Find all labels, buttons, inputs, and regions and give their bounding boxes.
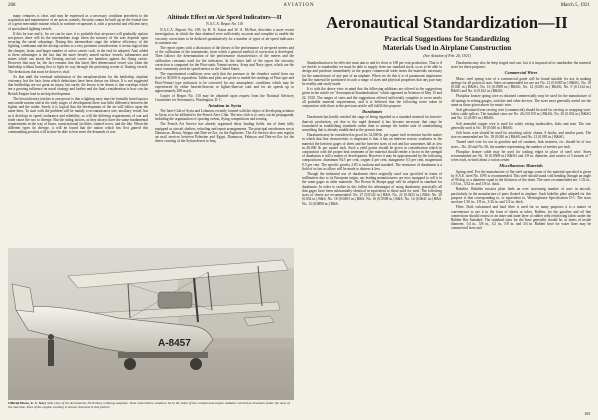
section-heading-duralumin: Duralumin: [362, 108, 382, 114]
body-paragraph: Soft brass wire should be used for attaching safety chains, S hooks, and similar parts. The size recommended are No. 18 (0.040 in.) B&SG and No. 12 (0.081 in.) B&SG.: [451, 131, 591, 140]
body-paragraph: The Inter-Club of Syria and Lebanon, recently formed with the object of developing aviation in Syria, is to be affiliated to the French Aero Club. The new club is to carry out air propaganda, including the organization of sporting events, flying competitions and touring.: [155, 108, 294, 122]
body-paragraph: Phosphor bronze spring wire as obtained commercially may be used for the manufacture of all springs in setting gauges, switches and other devices. The sizes most generally useful are the same as those given above for music wire.: [451, 94, 591, 107]
body-paragraph: It is with the above view in mind that the following additions are offered to the suggestions given in the article on "Aeronautical Standardization" which appeared in Aviation of May 15 and 22, 1920. The ranges of sizes and the suggestions offered sufficiently complete to cover nearly all probable material requirements, and it is believed that the following notes taken in conjunction with those in the previous article will fulfill this purpose.: [302, 87, 442, 109]
photo-caption: [8, 401, 294, 409]
left-column-2: [155, 14, 294, 246]
page-footer: [8, 412, 590, 418]
body-paragraph: The French Air Service has already organized thirty landing fields, ten of them fully equipped as aircraft shelters, refueling and repair arrangements. The principal aerodromes are at Damascus, Beirut, Aleppo and Deir-ez-Zor, on the Euphrates. The Air Service also runs regular air mail services between Palestine and Egypt, Damascus, Palmyra and Deir-ez-Zor for the direct crossing of the Syrian desert to Iraq.: [155, 122, 294, 144]
body-paragraph: Phosphor bronze cable may be used for trailing edges in place of steel wire. Sizes recommended are No. 16 (0.0508 in.) B&SG and 1/8 in. diameter, and consist of 3 strands of 7 wires each, twisted about a cotton center.: [451, 149, 591, 163]
article-title-altitude: Altitude Effect on Air Speed Indicators—II: [167, 14, 282, 21]
subtitle-line: Materials Used in Airplane Construction: [382, 42, 512, 52]
body-paragraph: Music steel spring wire of a commercial grade will be found suitable for use in making springs for all practical uses. Sizes recommended for use are No. 21 (0.0285 in.) B&SG, No. 18 (0.040 in.) B&SG, No. 16 (0.0508 in.) B&SG, No. 12 (0.081 in.) B&SG, No. 9 (0.1144 in.) B&SG and No. 6 (0.162 in.) B&SG.: [451, 76, 591, 94]
body-paragraph: Duralumin may be considered as good for 32,000 lb. per square inch in tension but the matter in which that fine characteristic is important is that it has an inherent serious weakness in the material the heaviest gages of sheet and the heaviest sizes of rod and bar sometimes fall as low as 40,000 lb. per square inch. Such a yield points should be given in consideration which in conjunction with the proper heat treatment of the material should render a factor in the strength of duralumin is still a matter of development. However it may be approximated by the following compositions: aluminum 94.5 per cent, copper 4 per cent, manganese 0.5 per cent, magnesium 0.5 per cent. The specific gravity 2.85 is uniform and standard. The resistance of duralumin is a field of as fast as alloys will be made to distress it less.: [302, 133, 442, 171]
body-paragraph: Soft galvanized iron serving wire (commercial) should be used for serving or wrapping wire-fabric cable splices. The standard sizes are No. 26 (0.0159 in.) B&SG, No. 20 (0.032 in.) B&SG and No. 12 (0.081 in.) B&SG.: [451, 108, 591, 121]
body-paragraph: The experimental conditions were such that the pressure in the chamber varied from sea level to 30,000 ft. equivalent. Tables and plots are given to enable the readings of Pitot type and Pitot-Venturi type indicators to be corrected for any atmospheric conditions which may be experienced by either heavier-than-air or lighter-than-air craft and for air speeds up to approximately 200 m.p.h.: [155, 72, 294, 94]
body-paragraph: Spring steel. For the manufacture of flat steel springs some of the material specified is given by S.A.E. steel No. 1095 is recommended. This steel should stand cold bending through an angle of 90 deg. to a diameter equal to the thickness of the sheet. The sizes recommended are: 1/32 in., 1/16 in., 3/32 in. and 1/8 in. thick.: [451, 169, 591, 187]
seaplane-illustration: [8, 248, 294, 400]
right-column-2: [451, 61, 591, 411]
page-number-right: 269: [584, 412, 590, 416]
subtitle-line: Practical Suggestions for Standardizing: [384, 34, 510, 43]
right-column-1: [302, 61, 442, 411]
magazine-name: AVIATION: [283, 3, 315, 8]
body-paragraph: Though the industrial use of duralumin sheet originally used was specified in terms of millimeters due to its European origin, our leading manufacturers are now equipped to roll it in the same gages as other materials. The Brown & Sharpe gage will be adopted as standard for duralumin. In order to realize in this fullest the advantages of using duralumin, practically all thin gages have been substantially identical in equivalent to those used for steel. The following sizes of sheets are recommended: No. 27 (0.0142 in.) B&S, No. 22 (0.0253 in.) B&S, No. 20 (0.032 in.) B&S, No. 18 (0.0403 in.) B&S, No. 16 (0.0508 in.) B&S, No. 14 (0.0641 in.) B&S, No. 12 (0.0808 in.) B&S.: [302, 172, 442, 206]
body-paragraph: As that until the eventual substitution of the aeroplane-plane for the battleship, airplane visionary, but the facts from which deductions have been drawn are blown. It is not suggested that battleships are too great an injury, but surely the lesson to be drawn is that warships which are a growing influence on naval strategy and further and the final consideration is how can the British Empire lead in airship development.: [8, 74, 148, 96]
aircraft-registration: A-8457: [158, 338, 191, 349]
article-source: N.A.C.A. Report No. 110: [206, 22, 243, 26]
issue-date: March 5, 1921: [560, 3, 590, 8]
body-paragraph: Fibre. Both vulcanized and hard fibre is used for so many purposes it is a matter of convenience to use it in the form of sheets or tubes. Rubber, for the gasoline and oil line connections should consist of an inner and outer layer of rubber with reinforcing fabric under the Rubber Bar Standard. The standard sizes for the hose generally should be, in terms of inside diameter, 1/4 in., 3/8 in., 1/2 in., 5/8 in. and 3/4 in. Rubber hose for water lines may be commercial hose and: [451, 205, 591, 231]
body-paragraph: N.A.C.A. Reports No. 109, by H. N. Eaton and W. A. McNair, describes a more recent investigation, in which the data obtained were sufficiently accurate and complete to enable the viscosity corrections to be deduced quantitatively for a number of types of air-speed indicators in common use.: [155, 28, 294, 45]
left-column-1: [8, 14, 148, 246]
body-paragraph: Standardization to be effective must aim to and let close to 100 per cent production. That is if we decide to standardize we must be able to supply from our standard stock, so as to be able to design and purchase immediately in the proper commercial trade terms the materials necessary for the manufacture of any part of an airplane. When we do this it is of paramount importance that the material be purchased in such a range of sizes and physical properties that any part may be readily and easily made.: [302, 61, 442, 87]
body-paragraph: Soft annealed copper wire is used for safety wiring turnbuckles, bolts and nuts. The size generally used is No. 18 (0.040 in.) B&SG.: [451, 121, 591, 130]
article-reference: (See Aviation of Feb. 26, 1921): [423, 54, 471, 58]
main-article-title: Aeronautical Standardization—II: [326, 13, 568, 32]
main-article-subtitle: [302, 35, 592, 52]
body-paragraph: many centuries is clear, and may be expressed as a necessary condition precedent to the acquisition and maintenance of air power, namely, Security cannot be built up on the frontal face of a great mercantile marine which in wartime recuperates it, with a powerful and efficient navy of specialized fighting vessels.: [8, 14, 148, 31]
photo-credit: Official Photo, U. S. Navy: [8, 401, 47, 405]
body-paragraph: Duralumin has hardly reached the stage of being regarded as a standard material for heavier-than-air production, yet due to the rapid demand it has become necessary that steps be formulated in establishing standards rather than to attempt the further task of standardizing something that is already established at the present time.: [302, 115, 442, 133]
section-heading-misc: Miscellaneous Materials: [499, 162, 543, 168]
body-paragraph: Duralumin may also be deep forged and cast, but it is impractical to standardize the material sizes for these purposes.: [451, 61, 591, 70]
caption-text: Side view of the Aeromarine 39-B Navy training seaplane. Note observation windows let in the sides of the cockpit and engine radiator carried on brackets under the nose of the machine. Part of the engine cowling is shown removed in this picture: [8, 401, 290, 410]
body-paragraph: The lesson history teaches is one-power is that a fighting navy must be formally based upon a mercantile marine and in the early stages of development there was little difference between the fighter and the trader. Surely it is logical that the development of the air will follow upon the same lines. To start with the problem will be mainly a reconnaissance one; auxiliary vessel, but as it develops in speed, endurance and reliability, so will the differing requirements of war and trade cause the two to diverge. But the ruling factors, as they always have the same fundamental requirements in the way of bases, constructional facilities, trained crews, and the like. When the different types do diverge, it will be found that the nation which has first gained this commanding position will in time be able to best meet the demands of war.: [8, 96, 148, 135]
body-paragraph: Bakelite. Bakelite micarta plate finds an ever increasing number of uses in aircraft, particularly in the manufacture of parts floated in airplane. Such bakelite plate adapted for this purpose is that corresponding to, or equivalent to, Westinghouse Specification D-1. The sizes used are 1/16 in., 1/8 in., 3/16 in. and 1/4 in. thick.: [451, 187, 591, 205]
article-title-syria: Aviation in Syria: [207, 102, 242, 108]
body-paragraph: Copies of Report No. 110 may be obtained upon request from the National Advisory Committee for Aeronautics, Washington, D. C.: [155, 94, 294, 103]
running-header: [8, 3, 590, 12]
page-number-left: 268: [8, 3, 16, 8]
body-paragraph: The report opens with a discussion of the theory of the performance of air-speed meters and of the calibration of the instruments, from which a general method of correction is developed. Then follows the determination of the performance characteristics of the meters and the calibration constants used for the indicators. In the latter half of the report the viscosity correction is computed for the Pitot-static Venturi meters, Army and Navy types, which are the most commonly used air-speed meters in the United States.: [155, 46, 294, 72]
body-paragraph: If this be true and it, for we can be sure, it is probable that air-power will gradually replace sea-power, there will be the intermediate stage when the mastery of the seas depends upon securing the aerial advantage. During this intermediate stage the relative efficiency of the fighting, combatant and the airship carriers is a very pertinent consideration; it seems logical that the cheaper, faster, and larger number of active carrier craft, in the end, be adopted. And, added to these advantages is the fact that the more heavily armed surface vessels, submarines and mines which can attack the floating aircraft carrier are harmless against the flying carrier. However that may be, the fact remains that this latest fleet dimensional vessel was when the battleship without having first to fight its way through the protecting screen of floating vessels. The deductions that must be drawn is vital.: [8, 31, 148, 74]
body-paragraph: Tinned steel wire for use in gasoline and oil strainers, leak strainers, etc. should be of two sizes—No. 40 and No. 60, the number representing the number of meshes per inch.: [451, 140, 591, 149]
seaplane-photo: [8, 248, 294, 400]
section-heading-wires: Commercial Wires: [504, 69, 538, 75]
